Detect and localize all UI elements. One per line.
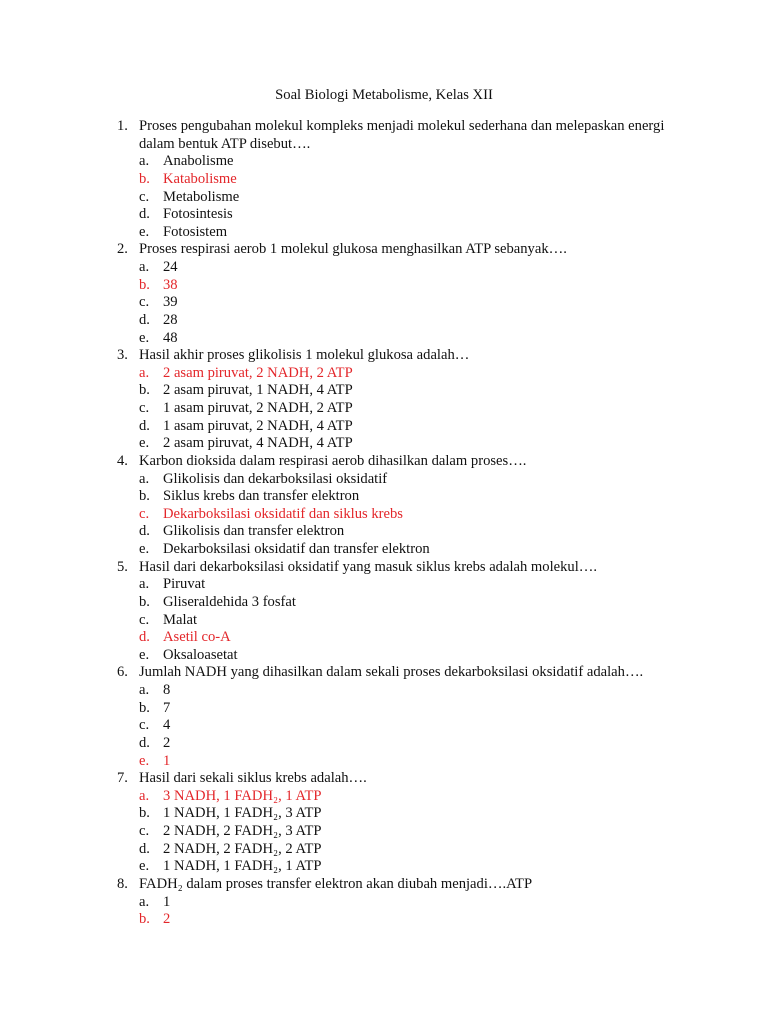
answer-option — [117, 488, 677, 506]
answer-option — [117, 206, 677, 224]
question-line — [117, 241, 677, 259]
answer-option — [117, 682, 677, 700]
question-text: Hasil dari dekarboksilasi oksidatif yang masuk siklus krebs adalah molekul…. — [139, 558, 597, 575]
option-label: a. — [139, 576, 150, 593]
option-text: 2 NADH, 2 FADH₂, 2 ATP — [163, 840, 322, 857]
question-number: 3. — [117, 347, 128, 364]
question-text: Hasil akhir proses glikolisis 1 molekul glukosa adalah… — [139, 347, 470, 364]
answer-option — [117, 823, 677, 841]
option-label: c. — [139, 400, 150, 416]
answer-option-correct — [117, 753, 677, 771]
option-label: c. — [139, 611, 150, 628]
option-text: 1 — [163, 752, 171, 769]
question-text: Proses pengubahan molekul kompleks menjadi molekul sederhana dan melepaskan energi — [139, 118, 665, 134]
option-text: 8 — [163, 682, 171, 698]
option-label: a. — [139, 682, 150, 698]
option-text: Fotosistem — [163, 223, 228, 240]
answer-option — [117, 841, 677, 859]
option-label: c. — [139, 188, 150, 205]
option-label: c. — [139, 823, 150, 839]
option-label: a. — [139, 153, 150, 170]
answer-option — [117, 612, 677, 630]
answer-option — [117, 294, 677, 312]
option-text: Oksaloasetat — [163, 646, 238, 663]
question-item — [117, 241, 677, 347]
option-label: d. — [139, 734, 150, 751]
option-label: e. — [139, 223, 150, 240]
option-label: d. — [139, 311, 150, 328]
option-text: 39 — [163, 294, 178, 311]
question-item — [117, 559, 677, 665]
option-text: 2 asam piruvat, 2 NADH, 2 ATP — [163, 364, 353, 381]
answer-option-correct — [117, 911, 677, 929]
question-line — [117, 136, 677, 154]
option-text: Gliseraldehida 3 fosfat — [163, 593, 296, 610]
question-line — [117, 876, 677, 894]
question-number: 2. — [117, 241, 128, 258]
option-label: b. — [139, 699, 150, 716]
option-text: 1 NADH, 1 FADH₂, 1 ATP — [163, 858, 322, 875]
option-label: c. — [139, 505, 150, 522]
option-text: 3 NADH, 1 FADH₂, 1 ATP — [163, 787, 322, 804]
option-label: b. — [139, 382, 150, 399]
option-text: Asetil co-A — [163, 629, 231, 646]
option-text: 2 NADH, 2 FADH₂, 3 ATP — [163, 823, 322, 839]
answer-option — [117, 330, 677, 348]
option-label: c. — [139, 294, 150, 311]
question-text: Proses respirasi aerob 1 molekul glukosa menghasilkan ATP sebanyak…. — [139, 241, 567, 258]
option-label: b. — [139, 805, 150, 822]
answer-option — [117, 805, 677, 823]
answer-option — [117, 700, 677, 718]
option-label: d. — [139, 523, 150, 540]
question-number: 1. — [117, 118, 128, 134]
answer-option — [117, 471, 677, 489]
question-text: FADH₂ dalam proses transfer elektron akan diubah menjadi….ATP — [139, 875, 533, 892]
option-text: Dekarboksilasi oksidatif dan transfer elektron — [163, 541, 430, 557]
option-label: e. — [139, 646, 150, 663]
option-text: Anabolisme — [163, 153, 234, 170]
answer-option — [117, 735, 677, 753]
option-text: Siklus krebs dan transfer elektron — [163, 488, 360, 505]
option-text: 2 asam piruvat, 4 NADH, 4 ATP — [163, 435, 353, 452]
option-text: 24 — [163, 259, 178, 275]
option-text: 4 — [163, 717, 171, 734]
option-label: d. — [139, 417, 150, 434]
answer-option — [117, 418, 677, 436]
option-text: 7 — [163, 699, 171, 716]
option-label: e. — [139, 858, 150, 875]
option-label: b. — [139, 170, 150, 187]
option-text: Malat — [163, 611, 198, 628]
question-item — [117, 876, 677, 929]
answer-option-correct — [117, 788, 677, 806]
answer-option-correct — [117, 506, 677, 524]
answer-option — [117, 894, 677, 912]
option-label: a. — [139, 364, 150, 381]
question-line — [117, 664, 677, 682]
answer-option-correct — [117, 365, 677, 383]
answer-option — [117, 541, 677, 559]
option-text: 2 — [163, 734, 171, 751]
option-text: 1 — [163, 893, 171, 910]
option-text: 2 asam piruvat, 1 NADH, 4 ATP — [163, 382, 353, 399]
question-line — [117, 559, 677, 577]
option-label: e. — [139, 541, 150, 557]
answer-option — [117, 717, 677, 735]
option-label: a. — [139, 787, 150, 804]
option-text: 2 — [163, 911, 171, 928]
option-label: c. — [139, 717, 150, 734]
option-text: Katabolisme — [163, 170, 237, 187]
option-text: 1 NADH, 1 FADH₂, 3 ATP — [163, 805, 322, 822]
option-text: 1 asam piruvat, 2 NADH, 2 ATP — [163, 400, 353, 416]
option-label: e. — [139, 329, 150, 346]
option-text: Glikolisis dan transfer elektron — [163, 523, 345, 540]
question-number: 8. — [117, 875, 128, 892]
question-list — [117, 118, 677, 929]
option-label: a. — [139, 893, 150, 910]
document-title: Soal Biologi Metabolisme, Kelas XII — [275, 87, 493, 103]
option-text: Piruvat — [163, 576, 206, 593]
option-text: 48 — [163, 329, 178, 346]
option-label: e. — [139, 435, 150, 452]
option-label: d. — [139, 206, 150, 223]
option-label: a. — [139, 259, 150, 275]
answer-option — [117, 858, 677, 876]
question-number: 4. — [117, 452, 128, 469]
answer-option — [117, 312, 677, 330]
answer-option — [117, 382, 677, 400]
answer-option — [117, 594, 677, 612]
question-item — [117, 453, 677, 559]
question-item — [117, 347, 677, 453]
question-text: Jumlah NADH yang dihasilkan dalam sekali proses dekarboksilasi oksidatif adalah…. — [139, 664, 644, 681]
question-text: dalam bentuk ATP disebut…. — [139, 135, 311, 152]
question-line — [117, 453, 677, 471]
option-text: Dekarboksilasi oksidatif dan siklus krebs — [163, 505, 403, 522]
answer-option — [117, 435, 677, 453]
option-text: 28 — [163, 311, 178, 328]
question-number: 6. — [117, 664, 128, 681]
question-number: 5. — [117, 558, 128, 575]
answer-option — [117, 576, 677, 594]
answer-option — [117, 189, 677, 207]
question-number: 7. — [117, 770, 128, 787]
question-text: Karbon dioksida dalam respirasi aerob dihasilkan dalam proses…. — [139, 452, 527, 469]
question-item — [117, 118, 677, 241]
question-line — [117, 770, 677, 788]
question-line — [117, 118, 677, 136]
option-text: Fotosintesis — [163, 206, 233, 223]
answer-option — [117, 224, 677, 242]
option-label: b. — [139, 488, 150, 505]
option-text: Metabolisme — [163, 188, 240, 205]
option-text: Glikolisis dan dekarboksilasi oksidatif — [163, 470, 388, 487]
question-item — [117, 664, 677, 770]
option-label: b. — [139, 593, 150, 610]
option-label: b. — [139, 911, 150, 928]
answer-option-correct — [117, 277, 677, 295]
answer-option — [117, 400, 677, 418]
answer-option — [117, 259, 677, 277]
option-label: b. — [139, 276, 150, 293]
question-line — [117, 347, 677, 365]
question-item — [117, 770, 677, 876]
question-text: Hasil dari sekali siklus krebs adalah…. — [139, 770, 367, 787]
option-label: d. — [139, 629, 150, 646]
option-label: e. — [139, 752, 150, 769]
answer-option-correct — [117, 629, 677, 647]
answer-option — [117, 153, 677, 171]
answer-option — [117, 523, 677, 541]
answer-option — [117, 647, 677, 665]
option-text: 38 — [163, 276, 178, 293]
option-label: a. — [139, 470, 150, 487]
option-text: 1 asam piruvat, 2 NADH, 4 ATP — [163, 417, 353, 434]
answer-option-correct — [117, 171, 677, 189]
option-label: d. — [139, 840, 150, 857]
